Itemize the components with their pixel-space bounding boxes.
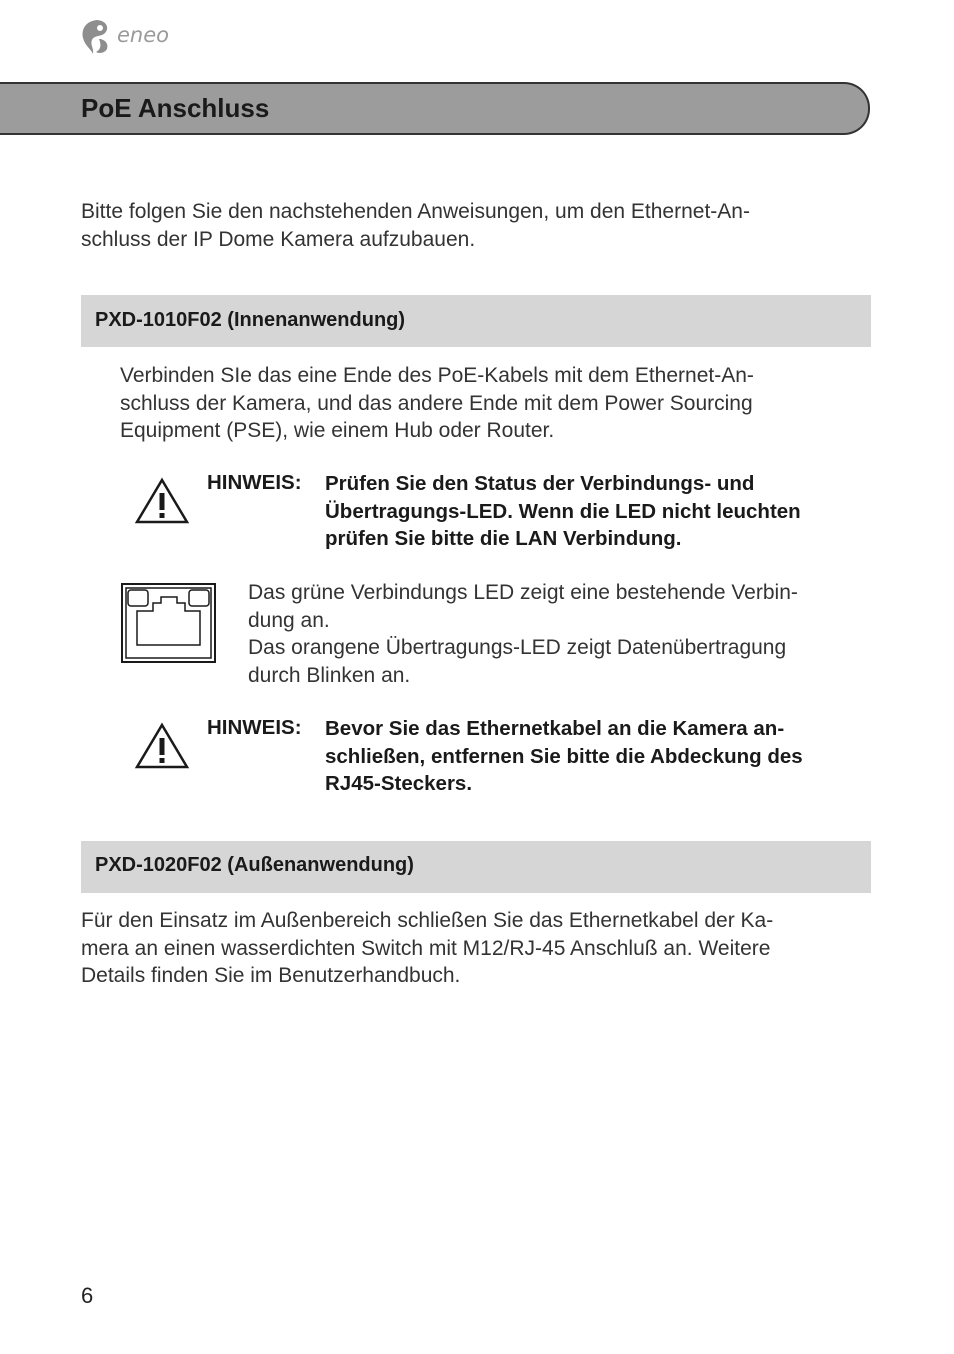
led-info-paragraph (248, 579, 868, 689)
text-line: Bevor Sie das Ethernetkabel an die Kamera an- (325, 717, 785, 740)
note-label: HINWEIS: (207, 716, 302, 739)
eneo-logo (80, 18, 200, 58)
warning-triangle-icon (134, 722, 190, 775)
text-line: Für den Einsatz im Außenbereich schließen Sie das Ethernetkabel der Ka- (81, 909, 774, 932)
rj45-port-icon (121, 583, 216, 668)
eneo-logo-icon (80, 18, 116, 56)
text-line: mera an einen wasserdichten Switch mit M12/RJ-45 Anschluß an. Weitere (81, 936, 771, 960)
text-line: Details finden Sie im Benutzerhandbuch. (81, 964, 461, 987)
text-line: dung an. (248, 608, 330, 632)
note-label: HINWEIS: (207, 471, 302, 494)
text-line: Das orangene Übertragungs-LED zeigt Datenübertragung (248, 636, 787, 659)
outdoor-paragraph (81, 907, 871, 990)
brand-name: eneo (117, 23, 169, 47)
text-line: prüfen Sie bitte die LAN Verbindung. (325, 527, 682, 550)
subsection-title-indoor: PXD-1010F02 (Innenanwendung) (95, 309, 406, 331)
note-text (325, 715, 870, 798)
text-line: Prüfen Sie den Status der Verbindungs- und (325, 472, 755, 495)
text-line: schließen, entfernen Sie bitte die Abdeckung des (325, 744, 803, 768)
note-text (325, 470, 870, 553)
indoor-paragraph (120, 362, 870, 445)
subsection-title-outdoor: PXD-1020F02 (Außenanwendung) (95, 854, 414, 876)
text-line: Bitte folgen Sie den nachstehenden Anweisungen, um den Ethernet-An- (81, 200, 750, 223)
text-line: Das grüne Verbindungs LED zeigt eine bestehende Verbin- (248, 581, 798, 604)
intro-paragraph (81, 198, 871, 253)
page-number: 6 (81, 1283, 94, 1308)
text-line: Übertragungs-LED. Wenn die LED nicht leuchten (325, 499, 801, 523)
text-line: durch Blinken an. (248, 663, 411, 687)
text-line: Verbinden SIe das eine Ende des PoE-Kabels mit dem Ethernet-An- (120, 364, 754, 387)
text-line: RJ45-Steckers. (325, 772, 473, 795)
warning-triangle-icon (134, 477, 190, 530)
text-line: schluss der Kamera, und das andere Ende mit dem Power Sourcing (120, 391, 753, 415)
text-line: Equipment (PSE), wie einem Hub oder Router. (120, 419, 555, 442)
text-line: schluss der IP Dome Kamera aufzubauen. (81, 227, 476, 251)
section-title: PoE Anschluss (81, 93, 270, 123)
